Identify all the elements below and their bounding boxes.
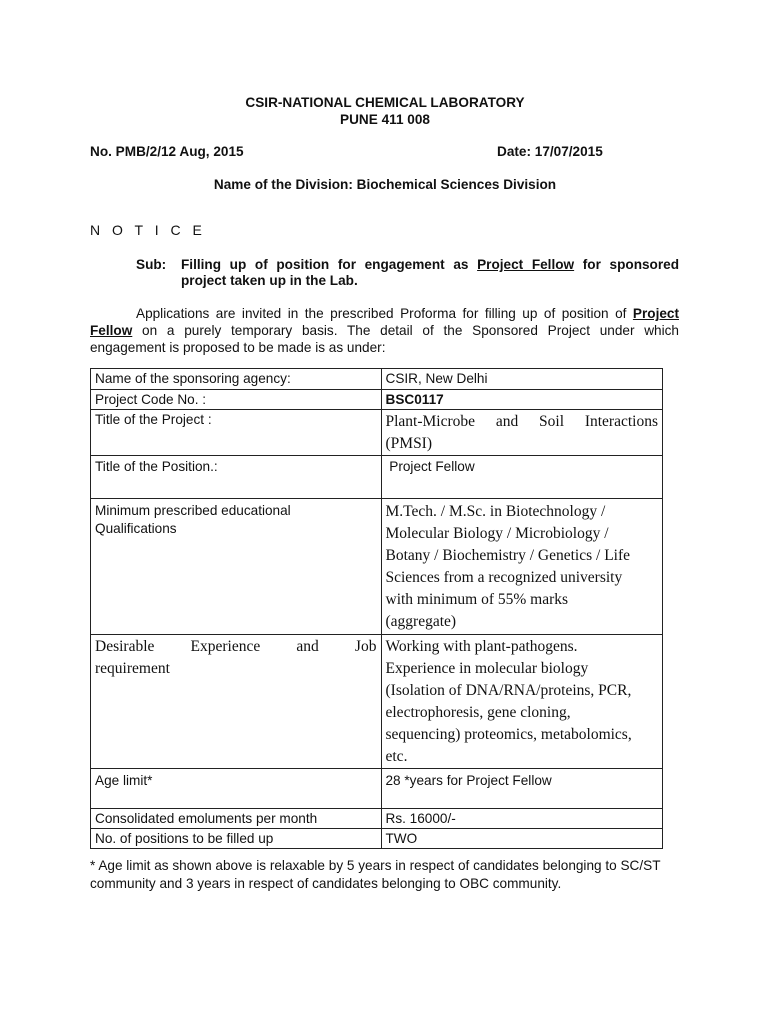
positions-count-label: No. of positions to be filled up	[91, 829, 382, 849]
age-limit-value: 28 *years for Project Fellow	[381, 769, 663, 809]
table-row	[91, 456, 663, 499]
project-title-line-1: Plant-Microbe and Soil Interactions	[385, 413, 658, 430]
project-title-label: Title of the Project :	[91, 410, 382, 456]
age-limit-label: Age limit*	[91, 769, 382, 809]
emoluments-label: Consolidated emoluments per month	[91, 809, 382, 829]
experience-label: Desirable Experience and Job requirement	[91, 635, 382, 769]
age-relaxation-footnote: * Age limit as shown above is relaxable by 5 years in respect of candidates belonging to SC/ST community and 3 years in respect of candidates belonging to OBC community.	[90, 858, 661, 891]
reference-number: No. PMB/2/12 Aug, 2015	[90, 144, 244, 159]
positions-count-value: TWO	[381, 829, 663, 849]
table-row	[91, 635, 663, 769]
notice-date: Date: 17/07/2015	[497, 144, 603, 159]
sponsor-value: CSIR, New Delhi	[381, 369, 663, 390]
experience-value: Working with plant-pathogens. Experience in molecular biology (Isolation of DNA/RNA/proteins, PCR, electrophoresis, gene cloning, sequencing) proteomics, metabolomics, etc.	[381, 635, 663, 769]
division-name: Name of the Division: Biochemical Sciences Division	[213, 177, 557, 192]
table-row	[91, 390, 663, 410]
subject-line-1: Filling up of position for engagement as Project Fellow for sponsored	[181, 257, 680, 272]
intro-position-2: Fellow	[90, 323, 133, 338]
emoluments-value: Rs. 16000/-	[381, 809, 663, 829]
table-row	[91, 809, 663, 829]
notice-heading: N O T I C E	[90, 222, 206, 238]
subject-position: Project Fellow	[477, 257, 575, 272]
project-code-label: Project Code No. :	[91, 390, 382, 410]
project-code-value: BSC0117	[381, 390, 663, 410]
position-value: Project Fellow	[381, 456, 663, 499]
table-row	[91, 410, 663, 456]
table-row	[91, 829, 663, 849]
intro-paragraph: Applications are invited in the prescribed Proforma for filling up of position of Project Fellow on a purely temporary basis. The detail of the Sponsored Project under which engagement is proposed to be made is as under:	[90, 306, 679, 355]
org-name: CSIR-NATIONAL CHEMICAL LABORATORY	[245, 95, 525, 110]
table-row	[91, 369, 663, 390]
sponsor-label: Name of the sponsoring agency:	[91, 369, 382, 390]
org-city: PUNE 411 008	[340, 112, 430, 127]
subject-label: Sub:	[136, 257, 167, 272]
table-row	[91, 499, 663, 635]
project-details-table	[90, 368, 663, 849]
subject-line-2: project taken up in the Lab.	[181, 273, 358, 288]
qualification-value: M.Tech. / M.Sc. in Biotechnology / Molecular Biology / Microbiology / Botany / Biochemistry / Genetics / Life Sciences from a recognized university with minimum of 55% marks (aggregate)	[381, 499, 663, 635]
qualification-label: Minimum prescribed educational Qualifications	[91, 499, 382, 635]
project-title-value: Plant-Microbe and Soil Interactions (PMSI)	[381, 410, 663, 456]
position-label: Title of the Position.:	[91, 456, 382, 499]
table-row	[91, 769, 663, 809]
intro-position-1: Project	[632, 306, 679, 321]
